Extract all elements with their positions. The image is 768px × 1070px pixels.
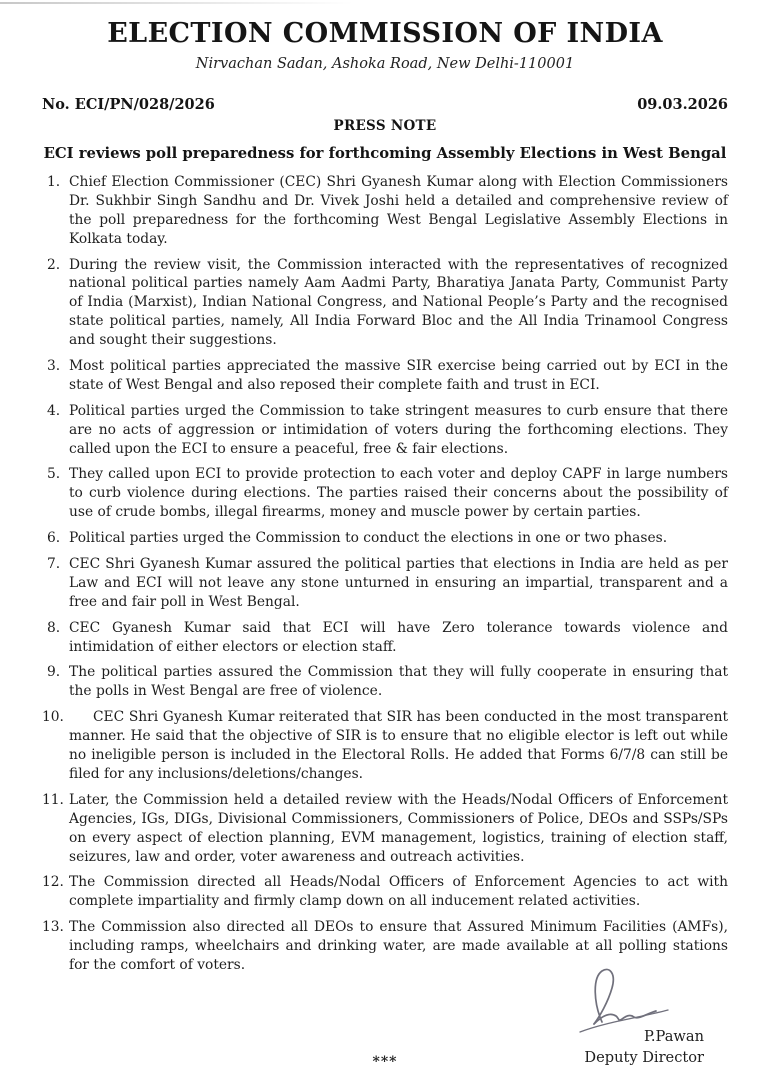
paragraph-number: 3. bbox=[47, 358, 61, 375]
paragraph-text: CEC Shri Gyanesh Kumar reiterated that SIR has been conducted in the most transparent manner. He said that the objective of SIR is to ensure that no eligible elector is left out while no ineligible person is included in the Electoral Rolls. He added that Forms 6/7/8 can still be filed for any inclusions/deletions/changes. bbox=[69, 709, 728, 782]
numbered-paragraph bbox=[42, 619, 728, 657]
press-note-title: ECI reviews poll preparedness for forthcoming Assembly Elections in West Bengal bbox=[43, 145, 727, 162]
numbered-paragraph bbox=[42, 256, 728, 350]
paragraph-number: 7. bbox=[47, 556, 61, 573]
scan-artifact-line bbox=[0, 2, 353, 4]
numbered-paragraph bbox=[42, 357, 728, 395]
org-address: Nirvachan Sadan, Ashoka Road, New Delhi-110001 bbox=[195, 56, 575, 72]
paragraph-number: 12. bbox=[42, 874, 64, 891]
paragraph-number: 4. bbox=[47, 402, 61, 419]
numbered-paragraph bbox=[42, 402, 728, 459]
paragraph-number: 1. bbox=[47, 174, 61, 190]
paragraph-text: Political parties urged the Commission to take stringent measures to curb ensure that there are no acts of aggression or intimidation of voters during the forthcoming elections. They called upon the ECI to ensure a peaceful, free & fair elections. bbox=[69, 402, 728, 457]
paragraph-text: The Commission also directed all DEOs to ensure that Assured Minimum Facilities (AMFs), including ramps, wheelchairs and drinking water, are made available at all polling stations for the comfort of voters. bbox=[69, 919, 728, 973]
signatory-designation: Deputy Director bbox=[584, 1049, 704, 1066]
numbered-paragraph bbox=[42, 173, 728, 249]
paragraph-number: 9. bbox=[47, 664, 61, 681]
paragraph-text: Later, the Commission held a detailed review with the Heads/Nodal Officers of Enforcement Agencies, IGs, DIGs, Divisional Commissioners, Commissioners of Police, DEOs and SSPs/SPs on every aspect of election planning, EVM management, logistics, training of election staff, seizures, law and order, voter awareness and outreach activities. bbox=[69, 791, 728, 865]
numbered-paragraph bbox=[42, 465, 728, 522]
numbered-paragraph bbox=[42, 555, 728, 612]
press-note-body bbox=[42, 173, 728, 975]
press-note-date: 09.03.2026 bbox=[637, 96, 728, 113]
org-name: ELECTION COMMISSION OF INDIA bbox=[107, 18, 663, 49]
signature-block bbox=[42, 982, 728, 1068]
signature-wrap bbox=[42, 982, 704, 1026]
paragraph-number: 11. bbox=[42, 791, 64, 808]
numbered-paragraph bbox=[42, 791, 728, 867]
paragraph-number: 5. bbox=[47, 466, 61, 483]
paragraph-text: During the review visit, the Commission interacted with the representatives of recognized national political parties namely Aam Aadmi Party, Bharatiya Janata Party, Communist Party of India (Marxist), Indian National Congress, and National People’s Party and the recognised state political parties, namely, All India Forward Bloc and the All India Trinamool Congress and sought their suggestions. bbox=[69, 256, 728, 349]
paragraph-text: They called upon ECI to provide protection to each voter and deploy CAPF in large numbers to curb violence during elections. The parties raised their concerns about the possibility of use of crude bombs, illegal firearms, money and muscle power by certain parties. bbox=[69, 466, 728, 521]
paragraph-number: 2. bbox=[47, 256, 61, 273]
paragraph-text: CEC Gyanesh Kumar said that ECI will have Zero tolerance towards violence and intimidation of either electors or election staff. bbox=[69, 619, 728, 655]
paragraph-text: The political parties assured the Commission that they will fully cooperate in ensuring that the polls in West Bengal are free of violence. bbox=[69, 664, 728, 700]
paragraph-text: Political parties urged the Commission to conduct the elections in one or two phases. bbox=[69, 530, 668, 547]
paragraph-number: 6. bbox=[47, 530, 61, 547]
numbered-paragraph bbox=[42, 873, 728, 911]
signatory-name: P.Pawan bbox=[644, 1027, 704, 1045]
paragraph-text: The Commission directed all Heads/Nodal Officers of Enforcement Agencies to act with complete impartiality and firmly clamp down on all inducement related activities. bbox=[69, 874, 728, 910]
paragraph-number: 10. bbox=[42, 709, 64, 726]
numbered-paragraph bbox=[42, 663, 728, 701]
numbered-paragraph bbox=[42, 529, 728, 548]
ref-row bbox=[42, 96, 728, 113]
paragraph-text: Chief Election Commissioner (CEC) Shri Gyanesh Kumar along with Election Commissioners Dr. Sukhbir Singh Sandhu and Dr. Vivek Joshi held a detailed and comprehensive review of the poll preparedness for the forthcoming West Bengal Legislative Assembly Elections in Kolkata today. bbox=[69, 174, 728, 247]
end-mark: *** bbox=[372, 1054, 398, 1070]
paragraph-number: 8. bbox=[47, 619, 61, 636]
paragraph-text: CEC Shri Gyanesh Kumar assured the political parties that elections in India are held as per Law and ECI will not leave any stone unturned in ensuring an impartial, transparent and a free and fair poll in West Bengal. bbox=[69, 556, 728, 610]
paragraph-text: Most political parties appreciated the massive SIR exercise being carried out by ECI in the state of West Bengal and also reposed their complete faith and trust in ECI. bbox=[69, 358, 728, 393]
numbered-paragraph bbox=[42, 708, 728, 784]
ref-number: No. ECI/PN/028/2026 bbox=[42, 96, 215, 113]
doc-type-label: PRESS NOTE bbox=[333, 118, 437, 134]
paragraph-number: 13. bbox=[42, 919, 64, 936]
